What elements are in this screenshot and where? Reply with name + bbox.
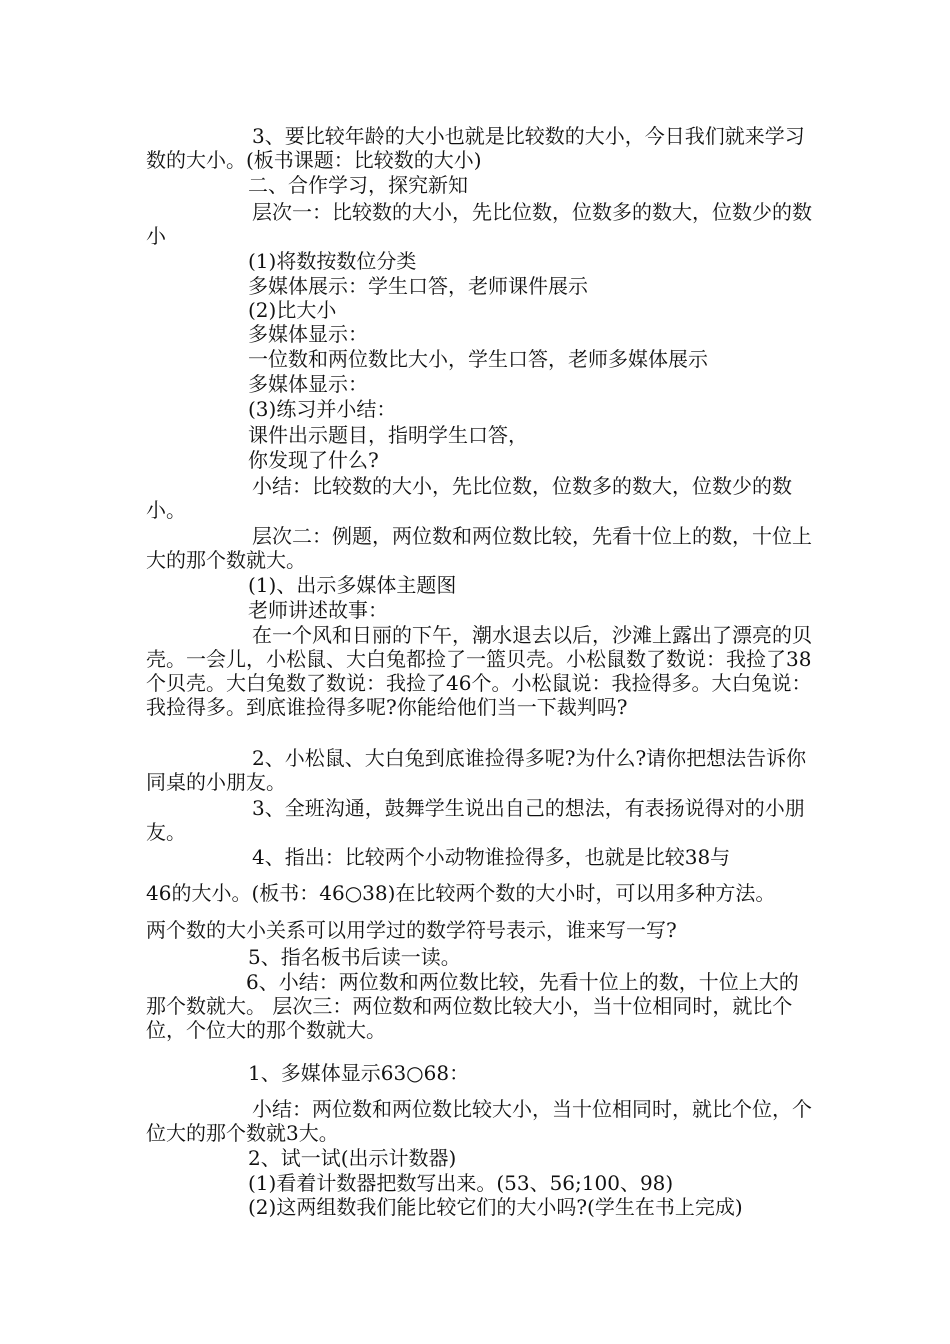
paragraph: 6、小结：两位数和两位数比较，先看十位上的数，十位上大的那个数就大。 层次三：两位数和两位数比较大小，当十位相同时，就比个位，个位大的那个数就大。 bbox=[146, 970, 799, 1042]
paragraph: 2、试一试(出示计数器) bbox=[248, 1146, 457, 1170]
paragraph: 多媒体显示： bbox=[248, 322, 368, 346]
paragraph: 3、要比较年龄的大小也就是比较数的大小，今日我们就来学习数的大小。(板书课题：比较数的大小) bbox=[146, 124, 805, 172]
paragraph: 5、指名板书后读一读。 bbox=[248, 945, 461, 969]
paragraph: 小结：两位数和两位数比较大小，当十位相同时，就比个位，个位大的那个数就3大。 bbox=[146, 1097, 812, 1145]
paragraph: 小结：比较数的大小，先比位数，位数多的数大，位数少的数小。 bbox=[146, 474, 792, 522]
paragraph: (2)这两组数我们能比较它们的大小吗?(学生在书上完成) bbox=[248, 1195, 743, 1219]
paragraph: (2)比大小 bbox=[248, 298, 337, 322]
paragraph: 在一个风和日丽的下午，潮水退去以后，沙滩上露出了漂亮的贝壳。一会儿，小松鼠、大白兔都捡了一篮贝壳。小松鼠数了数说：我捡了38个贝壳。大白兔数了数说：我捡了46个。小松鼠说：我捡得多。大白兔说：我捡得多。到底谁捡得多呢?你能给他们当一下裁判吗? bbox=[146, 623, 812, 719]
section-heading: 二、合作学习，探究新知 bbox=[248, 173, 468, 197]
paragraph: 老师讲述故事： bbox=[248, 598, 388, 622]
paragraph: 多媒体显示： bbox=[248, 372, 368, 396]
paragraph: 一位数和两位数比大小，学生口答，老师多媒体展示 bbox=[248, 347, 708, 371]
paragraph: 多媒体展示：学生口答，老师课件展示 bbox=[248, 274, 588, 298]
paragraph: (1)将数按数位分类 bbox=[248, 249, 417, 273]
paragraph: (3)练习并小结： bbox=[248, 397, 397, 421]
paragraph: 两个数的大小关系可以用学过的数学符号表示，谁来写一写? bbox=[146, 918, 677, 942]
paragraph: 层次二：例题，两位数和两位数比较，先看十位上的数，十位上大的那个数就大。 bbox=[146, 524, 812, 572]
paragraph: 层次一：比较数的大小，先比位数，位数多的数大，位数少的数小 bbox=[146, 200, 812, 248]
paragraph: (1)看着计数器把数写出来。(53、56;100、98) bbox=[248, 1171, 674, 1195]
paragraph: 你发现了什么? bbox=[248, 448, 379, 472]
paragraph: 46的大小。(板书：46○38)在比较两个数的大小时，可以用多种方法。 bbox=[146, 881, 776, 905]
paragraph: 4、指出：比较两个小动物谁捡得多，也就是比较38与 bbox=[252, 845, 731, 869]
paragraph: 3、全班沟通，鼓舞学生说出自己的想法，有表扬说得对的小朋友。 bbox=[146, 796, 805, 844]
paragraph: 2、小松鼠、大白兔到底谁捡得多呢?为什么?请你把想法告诉你同桌的小朋友。 bbox=[146, 746, 807, 794]
paragraph: 课件出示题目，指明学生口答， bbox=[248, 423, 528, 447]
paragraph: (1)、出示多媒体主题图 bbox=[248, 573, 457, 597]
paragraph: 1、多媒体显示63○68： bbox=[248, 1061, 470, 1085]
